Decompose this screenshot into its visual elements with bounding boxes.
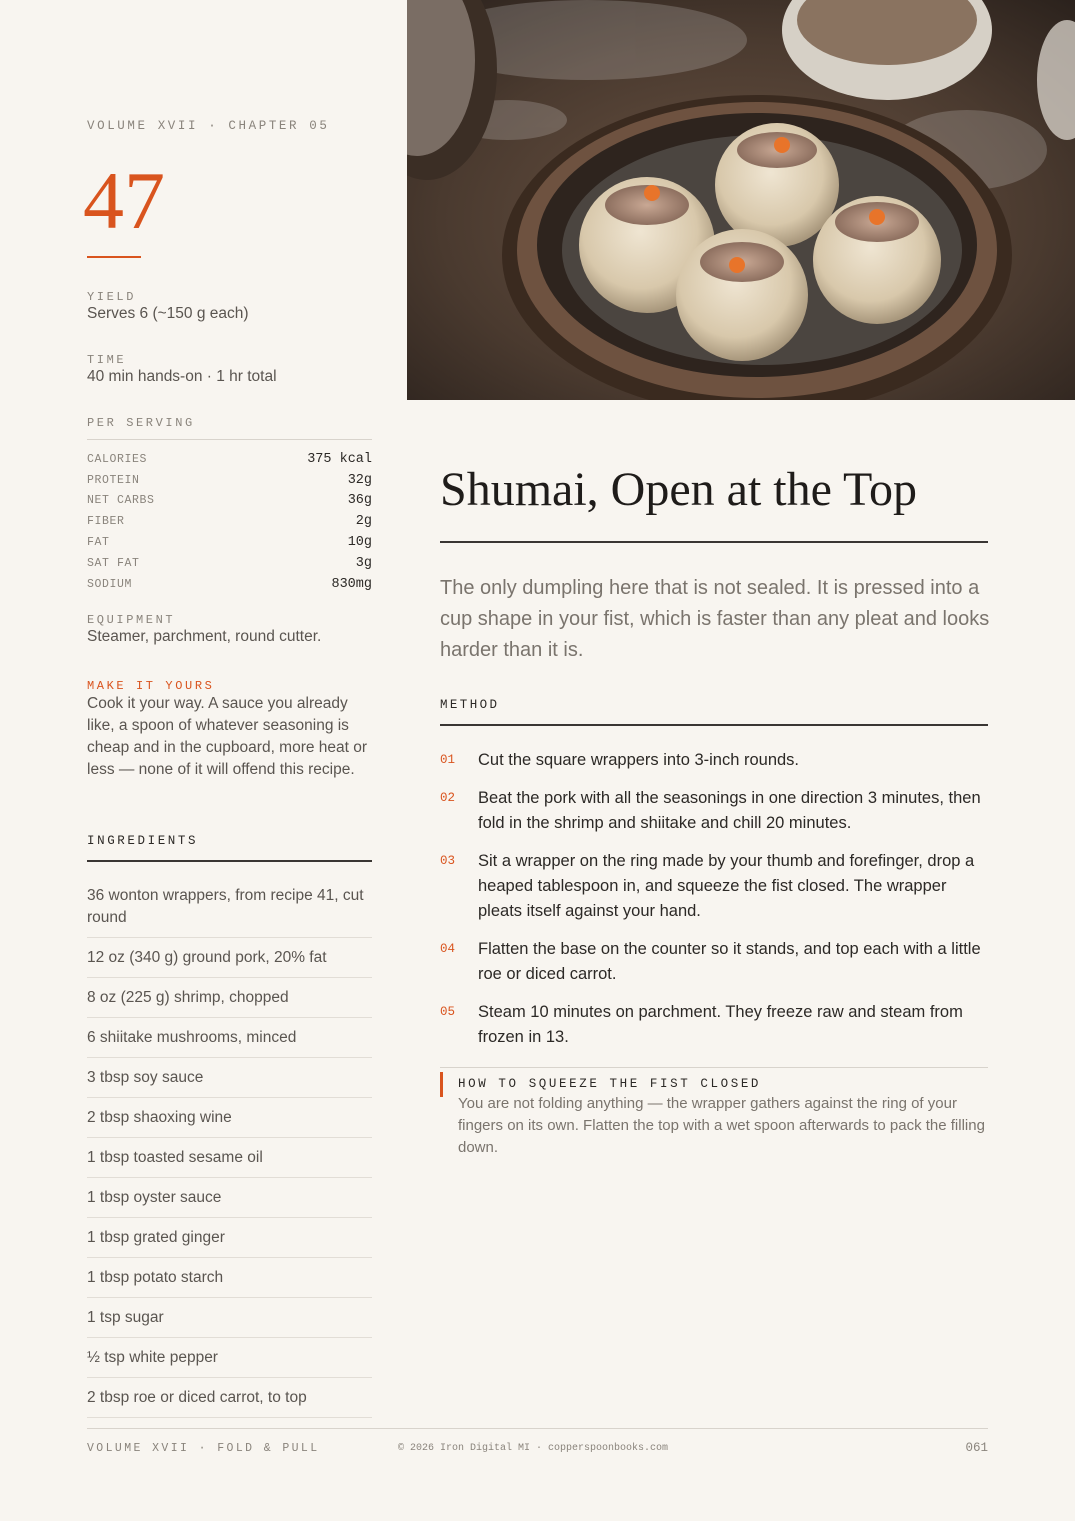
- method-heading: METHOD: [440, 698, 500, 712]
- ingredient-item: 1 tbsp grated ginger: [87, 1218, 372, 1258]
- step-number: 02: [440, 791, 456, 805]
- nutrition-panel: [87, 416, 372, 595]
- ingredient-item: 3 tbsp soy sauce: [87, 1058, 372, 1098]
- step-number: 05: [440, 1005, 456, 1019]
- title-rule: [440, 541, 988, 543]
- nutrition-row: [87, 574, 372, 595]
- nutrition-value: 10g: [347, 535, 372, 551]
- nutrition-key: SODIUM: [87, 577, 133, 591]
- tip-rule: [440, 1067, 988, 1068]
- yield-value: Serves 6 (~150 g each): [87, 305, 249, 322]
- nutrition-value: 36g: [347, 493, 372, 509]
- nutrition-key: PROTEIN: [87, 473, 140, 487]
- ingredient-item: 2 tbsp shaoxing wine: [87, 1098, 372, 1138]
- nutrition-value: 830mg: [331, 576, 372, 592]
- nutrition-value: 32g: [347, 472, 372, 488]
- footer-copyright: © 2026 Iron Digital MI · copperspoonbooks.com: [398, 1443, 669, 1454]
- nutrition-key: FIBER: [87, 515, 125, 529]
- method-step: [440, 849, 988, 924]
- nutrition-row: [87, 553, 372, 574]
- step-number: 03: [440, 854, 456, 868]
- recipe-number: 47: [83, 155, 165, 246]
- method-step: [440, 1000, 988, 1050]
- hero-photo: [407, 0, 1075, 400]
- nutrition-value: 375 kcal: [307, 451, 372, 467]
- tip-accent-bar: [440, 1072, 443, 1097]
- recipe-title: Shumai, Open at the Top: [440, 463, 918, 516]
- time-value: 40 min hands-on · 1 hr total: [87, 368, 277, 385]
- step-number: 01: [440, 753, 456, 767]
- method-steps: [440, 748, 988, 1063]
- method-step: [440, 937, 988, 987]
- method-rule: [440, 724, 988, 726]
- ingredient-item: 8 oz (225 g) shrimp, chopped: [87, 978, 372, 1018]
- ingredient-item: 2 tbsp roe or diced carrot, to top: [87, 1378, 372, 1418]
- make-it-yours-label: MAKE IT YOURS: [87, 679, 215, 693]
- recipe-lede: The only dumpling here that is not sealed. It is pressed into a cup shape in your fist, which is faster than any pleat and looks harder than it is.: [440, 577, 990, 661]
- nutrition-row: [87, 491, 372, 512]
- nutrition-key: SAT FAT: [87, 556, 140, 570]
- nutrition-row: [87, 470, 372, 491]
- page-number: 061: [965, 1441, 988, 1455]
- yield-label: YIELD: [87, 290, 137, 304]
- ingredient-item: ½ tsp white pepper: [87, 1338, 372, 1378]
- nutrition-key: NET CARBS: [87, 494, 155, 508]
- footer-rule: [87, 1428, 988, 1429]
- per-serving-label: PER SERVING: [87, 416, 372, 440]
- nutrition-key: CALORIES: [87, 452, 148, 466]
- time-block: [87, 353, 277, 386]
- ingredient-item: 6 shiitake mushrooms, minced: [87, 1018, 372, 1058]
- ingredients-section: [87, 834, 372, 1418]
- steamer-basket-shumai-photo-icon: [407, 0, 1075, 400]
- nutrition-value: 3g: [355, 555, 372, 571]
- step-text: Sit a wrapper on the ring made by your thumb and forefinger, drop a heaped tablespoon in, and squeeze the fist closed. The wrapper pleats itself against your hand.: [478, 852, 975, 920]
- tip-heading: HOW TO SQUEEZE THE FIST CLOSED: [458, 1077, 762, 1091]
- step-text: Steam 10 minutes on parchment. They freeze raw and steam from frozen in 13.: [478, 1003, 963, 1046]
- nutrition-row: [87, 449, 372, 470]
- yield-block: [87, 290, 249, 323]
- footer-volume: VOLUME XVII · FOLD & PULL: [87, 1442, 320, 1455]
- nutrition-value: 2g: [355, 514, 372, 530]
- nutrition-row: [87, 532, 372, 553]
- ingredient-item: 1 tbsp oyster sauce: [87, 1178, 372, 1218]
- step-number: 04: [440, 942, 456, 956]
- step-text: Cut the square wrappers into 3-inch rounds.: [478, 751, 800, 769]
- ingredient-item: 12 oz (340 g) ground pork, 20% fat: [87, 938, 372, 978]
- ingredient-item: 1 tsp sugar: [87, 1298, 372, 1338]
- make-it-yours-text: Cook it your way. A sauce you already like, a spoon of whatever seasoning is cheap and in the cupboard, more heat or less — none of it will offend this recipe.: [87, 695, 368, 778]
- time-label: TIME: [87, 353, 127, 367]
- volume-chapter: VOLUME XVII · CHAPTER 05: [87, 119, 330, 133]
- method-step: [440, 748, 988, 773]
- tip-callout: [440, 1072, 988, 1159]
- nutrition-row: [87, 511, 372, 532]
- step-text: Beat the pork with all the seasonings in one direction 3 minutes, then fold in the shrimp and shiitake and chill 20 minutes.: [478, 789, 981, 832]
- equipment-block: [87, 613, 372, 646]
- ingredients-list: [87, 876, 372, 1418]
- equipment-label: EQUIPMENT: [87, 613, 176, 627]
- ingredient-item: 36 wonton wrappers, from recipe 41, cut round: [87, 876, 372, 938]
- make-it-yours-block: [87, 679, 372, 781]
- ingredients-heading: INGREDIENTS: [87, 834, 372, 862]
- ingredient-item: 1 tbsp toasted sesame oil: [87, 1138, 372, 1178]
- method-step: [440, 786, 988, 836]
- number-rule: [87, 256, 141, 258]
- ingredient-item: 1 tbsp potato starch: [87, 1258, 372, 1298]
- step-text: Flatten the base on the counter so it stands, and top each with a little roe or diced carrot.: [478, 940, 981, 983]
- nutrition-key: FAT: [87, 536, 110, 550]
- equipment-value: Steamer, parchment, round cutter.: [87, 628, 322, 645]
- tip-body: You are not folding anything — the wrapper gathers against the ring of your fingers on its own. Flatten the top with a wet spoon afterwards to pack the filling down.: [458, 1095, 985, 1156]
- nutrition-rows: [87, 449, 372, 595]
